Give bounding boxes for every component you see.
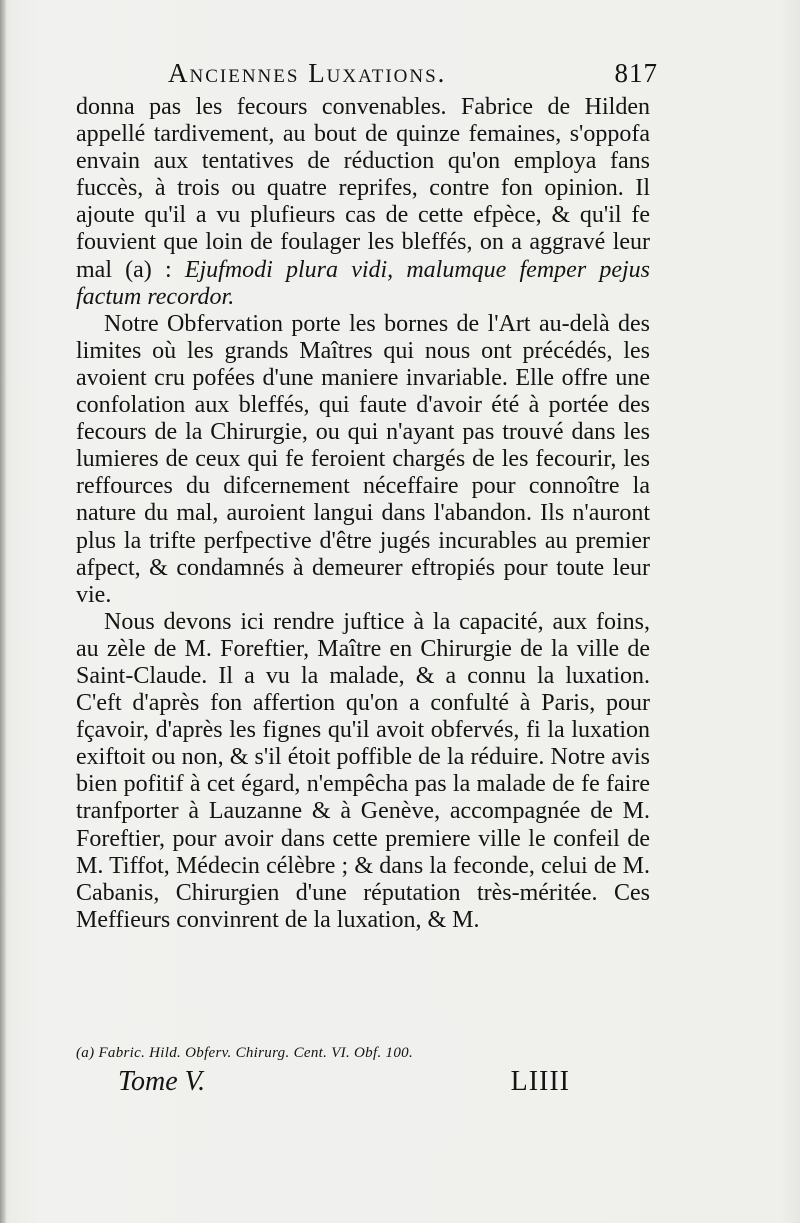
page-number: 817: [614, 58, 658, 88]
running-head-title: Anciennes Luxations.: [168, 58, 447, 88]
signature-mark: LIIII: [510, 1066, 570, 1097]
paragraph-1: [76, 94, 650, 311]
footnote: (a) Fabric. Hild. Obferv. Chirurg. Cent. VI. Obf. 100.: [76, 1045, 414, 1061]
page-footer: [118, 1066, 570, 1106]
paragraph-2: Notre Obfervation porte les bornes de l'Art au-delà des limites où les grands Maîtres qui nous ont précédés, les avoient cru pofées d'une maniere invariable. Elle offre une confolation aux bleffés, qui faute d'avoir été à portée des fecours de la Chirurgie, ou qui n'ayant pas trouvé dans les lumieres de ceux qui fe feroient chargés de les fecourir, les reffources du difcernement néceffaire pour connoître la nature du mal, auroient langui dans l'abandon. Ils n'auront plus la trifte perfpective d'être jugés incurables au premier afpect, & condamnés à demeurer eftropiés pour toute leur vie.: [76, 310, 650, 608]
body-text: [76, 94, 650, 934]
latin-quotation: Ejufmodi plura vidi, malumque femper pejus factum recordor.: [76, 256, 650, 310]
running-head: [168, 58, 658, 94]
volume-label: Tome V.: [118, 1066, 206, 1097]
paragraph-1-text: donna pas les fecours convenables. Fabrice de Hilden appellé tardivement, au bout de quinze femaines, s'oppofa envain aux tentatives de réduction qu'on employa fans fuccès, à trois ou quatre reprifes, contre fon opinion. Il ajoute qu'il a vu plufieurs cas de cette efpèce, & qu'il fe fouvient que loin de foulager les bleffés, on a aggravé leur mal (a) :: [76, 94, 650, 283]
paragraph-3: Nous devons ici rendre juftice à la capacité, aux foins, au zèle de M. Foreftier, Maître en Chirurgie de la ville de Saint-Claude. Il a vu la malade, & a connu la luxation. C'eft d'après fon affertion qu'on a confulté à Paris, pour fçavoir, d'après les fignes qu'il avoit obfervés, fi la luxation exiftoit ou non, & s'il étoit poffible de la réduire. Notre avis bien pofitif à cet égard, n'empêcha pas la malade de fe faire tranfporter à Lauzanne & à Genève, accompagnée de M. Foreftier, pour avoir dans cette premiere ville le confeil de M. Tiffot, Médecin célèbre ; & dans la feconde, celui de M. Cabanis, Chirurgien d'une réputation très-méritée. Ces Meffieurs convinrent de la luxation, & M.: [76, 608, 650, 933]
page-gutter-shadow: [0, 0, 6, 1223]
